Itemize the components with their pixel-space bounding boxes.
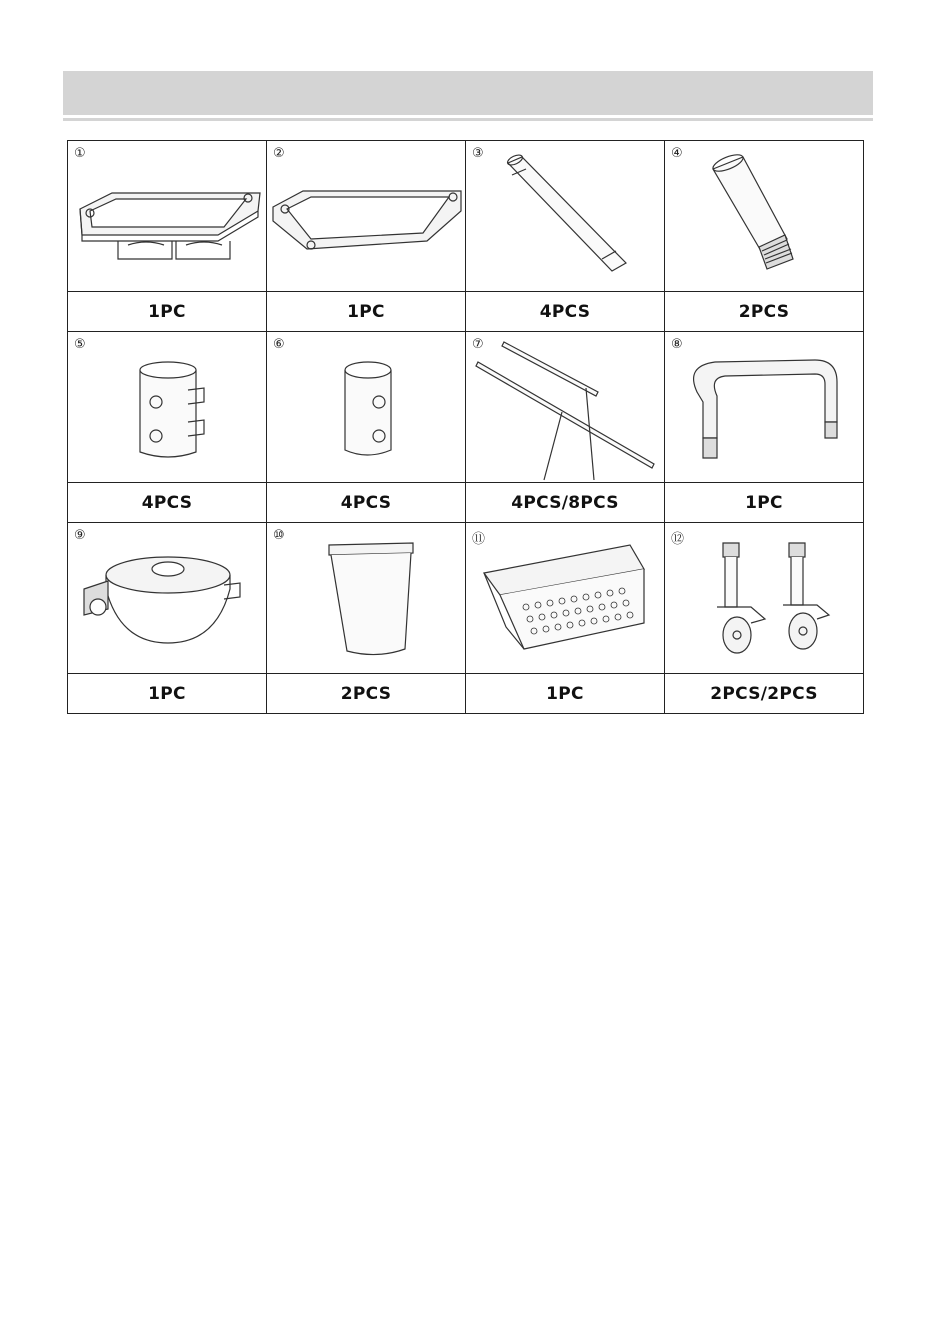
- part-5-quantity: 4PCS: [68, 483, 267, 523]
- rods-icon: [466, 332, 665, 482]
- parts-list-table: [67, 140, 864, 714]
- part-number: ⑦: [472, 337, 484, 352]
- part-4-quantity: 2PCS: [665, 292, 864, 332]
- part-number: ⑨: [74, 528, 86, 543]
- part-number: ⑧: [671, 337, 683, 352]
- part-number: ⑥: [273, 337, 285, 352]
- part-6-quantity: 4PCS: [267, 483, 466, 523]
- caster-wheels-icon: [665, 523, 864, 673]
- part-3-quantity: 4PCS: [466, 292, 665, 332]
- round-bowl-with-lid-icon: [68, 523, 267, 673]
- part-1-quantity: 1PC: [68, 292, 267, 332]
- threaded-tube-icon: [665, 141, 864, 291]
- perforated-basket-icon: [466, 523, 665, 673]
- top-tray-with-drawers-icon: [68, 141, 267, 291]
- part-12-image-cell: [665, 523, 864, 674]
- part-8-quantity: 1PC: [665, 483, 864, 523]
- tray-icon: [267, 141, 466, 291]
- part-7-image-cell: [466, 332, 665, 483]
- part-9-image-cell: [68, 523, 267, 674]
- part-number: ①: [74, 146, 86, 161]
- part-number: ⑩: [273, 528, 285, 543]
- part-number: ②: [273, 146, 285, 161]
- part-2-quantity: 1PC: [267, 292, 466, 332]
- u-handle-icon: [665, 332, 864, 482]
- part-number: ④: [671, 146, 683, 161]
- part-1-image-cell: [68, 141, 267, 292]
- part-9-quantity: 1PC: [68, 674, 267, 714]
- long-tube-icon: [466, 141, 665, 291]
- part-number: ⑪: [472, 532, 486, 547]
- part-6-image-cell: [267, 332, 466, 483]
- part-4-image-cell: [665, 141, 864, 292]
- part-2-image-cell: [267, 141, 466, 292]
- four-port-connector-icon: [68, 332, 267, 482]
- part-12-quantity: 2PCS/2PCS: [665, 674, 864, 714]
- square-cup-icon: [267, 523, 466, 673]
- section-header-bar: [63, 71, 873, 115]
- part-7-quantity: 4PCS/8PCS: [466, 483, 665, 523]
- part-number: ⑤: [74, 337, 86, 352]
- part-5-image-cell: [68, 332, 267, 483]
- header-divider: [63, 118, 873, 121]
- part-11-image-cell: [466, 523, 665, 674]
- part-8-image-cell: [665, 332, 864, 483]
- part-10-quantity: 2PCS: [267, 674, 466, 714]
- part-10-image-cell: [267, 523, 466, 674]
- part-3-image-cell: [466, 141, 665, 292]
- part-11-quantity: 1PC: [466, 674, 665, 714]
- part-number: ③: [472, 146, 484, 161]
- part-number: ⑫: [671, 532, 685, 547]
- two-port-connector-icon: [267, 332, 466, 482]
